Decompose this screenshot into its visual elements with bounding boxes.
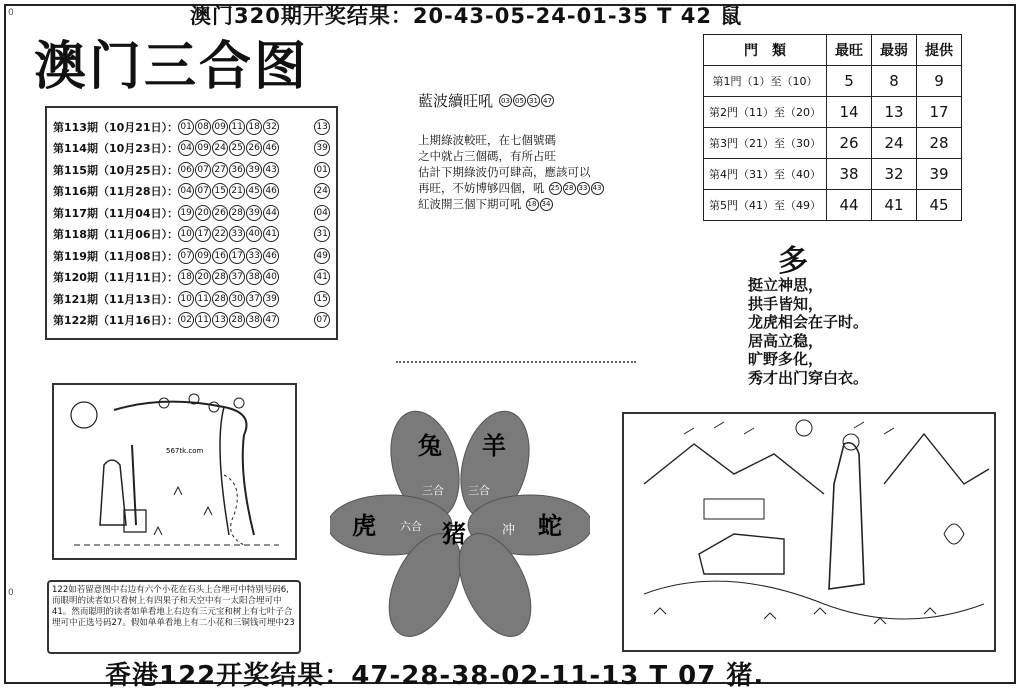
poem-text bbox=[418, 132, 604, 212]
number-ball: 07 bbox=[195, 183, 211, 199]
number-ball: 32 bbox=[263, 119, 279, 135]
number-ball: 28 bbox=[212, 291, 228, 307]
stats-header-row bbox=[704, 35, 962, 66]
special-number-ball: 01 bbox=[314, 162, 330, 178]
history-period-label: 第120期（11月11日）： bbox=[53, 271, 179, 285]
stats-max: 38 bbox=[827, 159, 872, 190]
number-ball: 41 bbox=[263, 226, 279, 242]
stats-group-label: 第2門（11）至（20） bbox=[704, 97, 827, 128]
special-number-ball: 13 bbox=[314, 119, 330, 135]
number-ball: 18 bbox=[178, 269, 194, 285]
stats-give: 17 bbox=[917, 97, 962, 128]
number-ball: 34 bbox=[540, 198, 553, 211]
number-ball: 16 bbox=[212, 248, 228, 264]
poem-line bbox=[418, 164, 604, 180]
stats-max: 26 bbox=[827, 128, 872, 159]
verse-line: 挺立神思， bbox=[748, 276, 824, 294]
number-ball: 10 bbox=[178, 226, 194, 242]
poem-line-text: 之中就占三個碼，有所占旺 bbox=[418, 149, 556, 163]
relation-sanhe-2: 三合 bbox=[468, 484, 490, 497]
history-period-label: 第118期（11月06日）： bbox=[53, 228, 179, 242]
relation-liuhe: 六合 bbox=[400, 520, 422, 533]
history-numbers bbox=[178, 140, 304, 156]
history-period-label: 第115期（10月25日）： bbox=[53, 163, 179, 177]
stats-row bbox=[704, 128, 962, 159]
hk-result-footer: 香港122开奖结果：47-28-38-02-11-13 T 07 猪. bbox=[105, 661, 765, 691]
history-numbers bbox=[178, 248, 304, 264]
history-numbers bbox=[178, 291, 304, 307]
stats-give: 28 bbox=[917, 128, 962, 159]
history-row bbox=[53, 138, 330, 160]
number-ball: 20 bbox=[195, 269, 211, 285]
history-row bbox=[53, 116, 330, 138]
history-row bbox=[53, 245, 330, 267]
number-ball: 25 bbox=[229, 140, 245, 156]
pic1-caption: 567tk.com bbox=[166, 447, 204, 455]
history-row bbox=[53, 159, 330, 181]
history-row bbox=[53, 224, 330, 246]
stats-row bbox=[704, 190, 962, 221]
history-table bbox=[45, 106, 338, 340]
stats-give: 45 bbox=[917, 190, 962, 221]
number-ball: 02 bbox=[178, 312, 194, 328]
verse-line: 拱手皆知， bbox=[748, 294, 824, 313]
number-ball: 28 bbox=[229, 312, 245, 328]
poem-line bbox=[418, 132, 604, 148]
stats-give: 9 bbox=[917, 66, 962, 97]
number-ball: 43 bbox=[263, 162, 279, 178]
number-ball: 18 bbox=[526, 198, 539, 211]
number-ball: 28 bbox=[563, 182, 576, 195]
number-ball: 17 bbox=[195, 226, 211, 242]
number-ball: 20 bbox=[195, 205, 211, 221]
poem-title-text: 藍波續旺吼 bbox=[418, 92, 494, 110]
history-numbers bbox=[178, 183, 304, 199]
history-row bbox=[53, 202, 330, 224]
relation-sanhe-1: 三合 bbox=[422, 484, 444, 497]
stats-row bbox=[704, 66, 962, 97]
number-ball: 04 bbox=[178, 183, 194, 199]
number-ball: 39 bbox=[246, 205, 262, 221]
number-ball: 26 bbox=[246, 140, 262, 156]
history-numbers bbox=[178, 269, 304, 285]
number-ball: 46 bbox=[263, 140, 279, 156]
petal-rabbit: 兔 bbox=[418, 431, 442, 460]
number-ball: 21 bbox=[229, 183, 245, 199]
page-title: 澳门三合图 bbox=[34, 37, 310, 97]
history-numbers bbox=[178, 226, 304, 242]
stats-header-cell: 最旺 bbox=[827, 35, 872, 66]
verse-text bbox=[748, 276, 868, 387]
number-ball: 28 bbox=[212, 269, 228, 285]
stats-max: 44 bbox=[827, 190, 872, 221]
number-ball: 10 bbox=[178, 291, 194, 307]
relation-chong: 冲 bbox=[502, 523, 516, 538]
verse-line: 旷野多化， bbox=[748, 350, 824, 368]
number-ball: 09 bbox=[195, 140, 211, 156]
number-ball: 25 bbox=[549, 182, 562, 195]
number-ball: 09 bbox=[212, 119, 228, 135]
number-ball: 44 bbox=[263, 205, 279, 221]
special-number-ball: 04 bbox=[314, 205, 330, 221]
number-ball: 17 bbox=[229, 248, 245, 264]
number-ball: 18 bbox=[246, 119, 262, 135]
number-ball: 19 bbox=[178, 205, 194, 221]
number-ball: 31 bbox=[527, 94, 540, 107]
number-ball: 39 bbox=[246, 162, 262, 178]
special-number-ball: 39 bbox=[314, 140, 330, 156]
number-ball: 38 bbox=[246, 312, 262, 328]
stats-min: 13 bbox=[872, 97, 917, 128]
number-ball: 26 bbox=[212, 205, 228, 221]
history-period-label: 第119期（11月08日）： bbox=[53, 249, 179, 263]
number-ball: 40 bbox=[263, 269, 279, 285]
stats-give: 39 bbox=[917, 159, 962, 190]
petal-tiger: 虎 bbox=[352, 511, 376, 540]
poem-title bbox=[418, 90, 554, 111]
poem-line-balls bbox=[549, 182, 604, 195]
special-number-ball: 49 bbox=[314, 248, 330, 264]
illustration-woman-pounding bbox=[52, 383, 297, 560]
number-ball: 03 bbox=[499, 94, 512, 107]
stats-row bbox=[704, 159, 962, 190]
stats-min: 32 bbox=[872, 159, 917, 190]
special-number-ball: 24 bbox=[314, 183, 330, 199]
stats-group-label: 第3門（21）至（30） bbox=[704, 128, 827, 159]
verse-line: 居高立稳， bbox=[748, 331, 824, 350]
stats-row bbox=[704, 97, 962, 128]
number-ball: 11 bbox=[195, 312, 211, 328]
hint-note: 122如若留意图中右边有六个小花在石头上合埋可中特别号码6,而眼明的读者如只看树上有四果子和天空中有一太阳合埋可中41。然而聪明的读者如单看地上右边有三元宝和树上有七叶子合埋可中正选号码27。假如单单看地上有二小花和三铜钱可埋中23 bbox=[47, 580, 301, 654]
history-row bbox=[53, 310, 330, 332]
history-period-label: 第114期（10月23日）： bbox=[53, 142, 179, 156]
divider bbox=[396, 361, 636, 363]
history-period-label: 第122期（11月16日）： bbox=[53, 314, 179, 328]
number-ball: 33 bbox=[577, 182, 590, 195]
history-row bbox=[53, 181, 330, 203]
number-ball: 22 bbox=[212, 226, 228, 242]
petal-snake: 蛇 bbox=[538, 511, 562, 540]
verse-title: 多 bbox=[778, 244, 808, 279]
number-ball: 37 bbox=[246, 291, 262, 307]
petal-sheep: 羊 bbox=[482, 431, 506, 460]
special-number-ball: 07 bbox=[314, 312, 330, 328]
poem-line-balls bbox=[526, 198, 553, 211]
number-ball: 47 bbox=[541, 94, 554, 107]
number-ball: 11 bbox=[195, 291, 211, 307]
history-numbers bbox=[178, 205, 304, 221]
number-ball: 01 bbox=[178, 119, 194, 135]
zodiac-flower bbox=[330, 410, 590, 650]
stats-group-label: 第1門（1）至（10） bbox=[704, 66, 827, 97]
number-ball: 11 bbox=[229, 119, 245, 135]
number-ball: 05 bbox=[513, 94, 526, 107]
history-row bbox=[53, 288, 330, 310]
corner-mark: 0 bbox=[8, 8, 14, 18]
number-ball: 36 bbox=[229, 162, 245, 178]
stats-max: 14 bbox=[827, 97, 872, 128]
stats-header-cell: 提供 bbox=[917, 35, 962, 66]
poem-line-text: 估計下期綠波仍可肆高，應該可以 bbox=[418, 165, 591, 179]
special-number-ball: 41 bbox=[314, 269, 330, 285]
number-ball: 46 bbox=[263, 183, 279, 199]
stats-group-label: 第5門（41）至（49） bbox=[704, 190, 827, 221]
number-ball: 40 bbox=[246, 226, 262, 242]
stats-min: 24 bbox=[872, 128, 917, 159]
poem-line bbox=[418, 180, 604, 196]
stats-table bbox=[703, 34, 962, 221]
number-ball: 13 bbox=[212, 312, 228, 328]
number-ball: 39 bbox=[263, 291, 279, 307]
stats-min: 8 bbox=[872, 66, 917, 97]
history-numbers bbox=[178, 312, 304, 328]
number-ball: 27 bbox=[212, 162, 228, 178]
history-numbers bbox=[178, 119, 304, 135]
stats-header-cell: 門 類 bbox=[704, 35, 827, 66]
number-ball: 07 bbox=[178, 248, 194, 264]
special-number-ball: 31 bbox=[314, 226, 330, 242]
number-ball: 04 bbox=[178, 140, 194, 156]
poem-title-balls bbox=[499, 94, 554, 107]
stats-min: 41 bbox=[872, 190, 917, 221]
verse-line: 龙虎相会在子时。 bbox=[748, 313, 869, 331]
number-ball: 06 bbox=[178, 162, 194, 178]
poem-line-text: 再旺，不妨博够四個，吼 bbox=[418, 181, 545, 195]
number-ball: 33 bbox=[246, 248, 262, 264]
number-ball: 24 bbox=[212, 140, 228, 156]
number-ball: 08 bbox=[195, 119, 211, 135]
number-ball: 43 bbox=[591, 182, 604, 195]
illustration-scholar bbox=[622, 412, 996, 652]
petal-pig: 猪 bbox=[442, 519, 466, 548]
poem-line bbox=[418, 148, 604, 164]
history-numbers bbox=[178, 162, 304, 178]
number-ball: 07 bbox=[195, 162, 211, 178]
history-period-label: 第117期（11月04日）： bbox=[53, 206, 179, 220]
number-ball: 28 bbox=[229, 205, 245, 221]
corner-mark: 0 bbox=[8, 588, 14, 598]
number-ball: 37 bbox=[229, 269, 245, 285]
macau-result-header: 澳门320期开奖结果：20-43-05-24-01-35 T 42 鼠 bbox=[190, 4, 743, 28]
number-ball: 15 bbox=[212, 183, 228, 199]
poem-line-text: 紅波開三個下期可吼 bbox=[418, 197, 522, 211]
number-ball: 09 bbox=[195, 248, 211, 264]
special-number-ball: 15 bbox=[314, 291, 330, 307]
history-period-label: 第116期（11月28日）： bbox=[53, 185, 179, 199]
verse-line: 秀才出门穿白衣。 bbox=[748, 368, 869, 387]
stats-group-label: 第4門（31）至（40） bbox=[704, 159, 827, 190]
number-ball: 30 bbox=[229, 291, 245, 307]
stats-header-cell: 最弱 bbox=[872, 35, 917, 66]
history-period-label: 第121期（11月13日）： bbox=[53, 292, 179, 306]
number-ball: 46 bbox=[263, 248, 279, 264]
stats-max: 5 bbox=[827, 66, 872, 97]
number-ball: 33 bbox=[229, 226, 245, 242]
number-ball: 47 bbox=[263, 312, 279, 328]
history-period-label: 第113期（10月21日）： bbox=[53, 120, 179, 134]
number-ball: 45 bbox=[246, 183, 262, 199]
poem-line-text: 上期綠波較旺，在七個號碼 bbox=[418, 133, 556, 147]
number-ball: 38 bbox=[246, 269, 262, 285]
history-row bbox=[53, 267, 330, 289]
poem-line bbox=[418, 196, 604, 212]
